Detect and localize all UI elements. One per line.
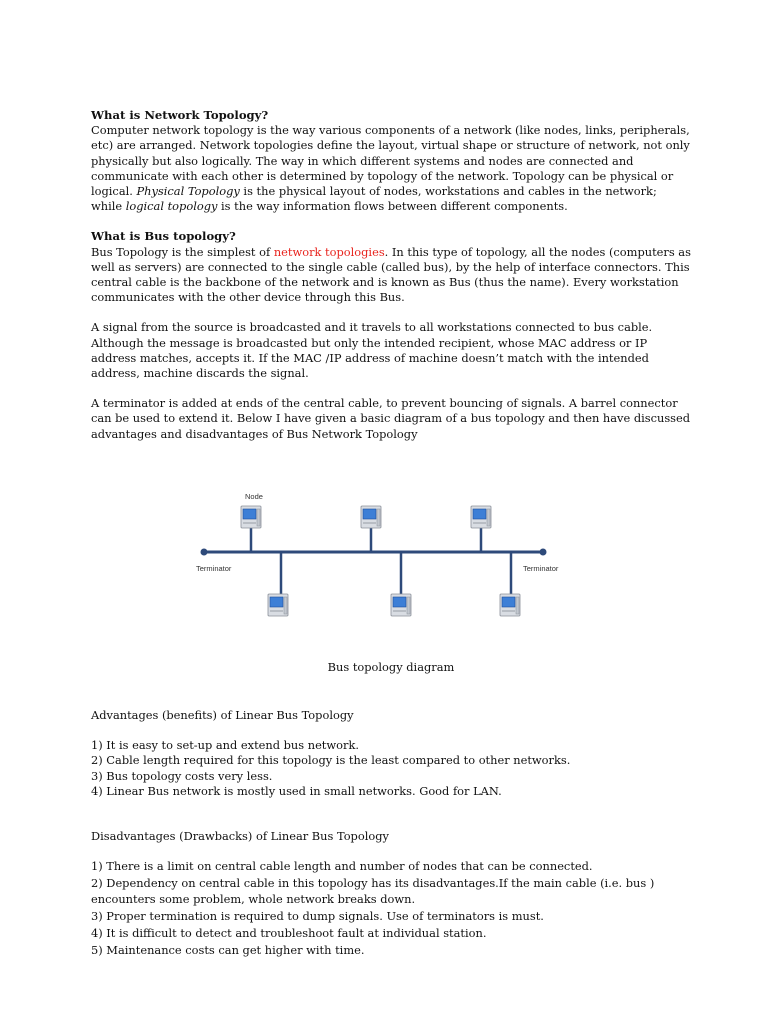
disadvantage-item: 3) Proper termination is required to dump signals. Use of terminators is must. (91, 908, 544, 923)
para-text-a: Computer network topology is the way various components of a network (like nodes, links, peripherals, etc) are arranged. Network topologies define the layout, virtual shape or structure of network, not only physically but also logically. The way in which different systems and nodes are connected and communicate with each other is determined by topology of the network. Topology can be physical or logical. (91, 123, 690, 199)
terminator-right-icon (540, 548, 547, 555)
advantages-heading: Advantages (benefits) of Linear Bus Topology (91, 708, 354, 723)
terminator-right-label: Terminator (523, 563, 559, 573)
logical-topology-term: logical topology (125, 199, 218, 214)
advantage-item: 4) Linear Bus network is mostly used in small networks. Good for LAN. (91, 783, 502, 798)
para-text-b: is the physical layout of nodes, workstations and cables in the network; while (91, 184, 657, 214)
signal-paragraph: A signal from the source is broadcasted and it travels to all workstations connected to bus cable. Although the message is broadcasted but only the intended recipient, whose MAC address or IP address matches, accepts it. If the MAC /IP address of machine doesn’t match with the intended address, machine discards the signal. (91, 320, 653, 381)
terminator-paragraph: A terminator is added at ends of the central cable, to prevent bouncing of signals. A barrel connector can be used to extend it. Below I have given a basic diagram of a bus topology and then have discussed advantages and disadvantages of Bus Network Topology (91, 396, 691, 441)
disadvantage-item: 4) It is difficult to detect and troubleshoot fault at individual station. (91, 926, 487, 941)
node-label: Node (245, 491, 263, 501)
para-text-c: is the way information flows between different components. (217, 199, 568, 214)
advantage-item: 1) It is easy to set-up and extend bus network. (91, 738, 359, 753)
advantage-item: 2) Cable length required for this topology is the least compared to other networks. (91, 753, 571, 768)
disadvantage-item: 2) Dependency on central cable in this topology has its disadvantages.If the main cable (i.e. bus ) encounters some problem, whole network breaks down. (91, 876, 655, 906)
advantage-item: 3) Bus topology costs very less. (91, 768, 273, 783)
terminator-left-label: Terminator (196, 563, 232, 573)
network-topology-paragraph (91, 123, 691, 214)
diagram-caption: Bus topology diagram (327, 659, 455, 674)
bus-topology-intro (91, 245, 691, 306)
intro-text-b: . In this type of topology, all the nodes (computers as well as servers) are connected to the single cable (called bus), by the help of interface connectors. This central cable is the backbone of the network and is known as Bus (thus the name). Every workstation communicates with the other device through this Bus. (91, 244, 691, 305)
disadvantages-heading: Disadvantages (Drawbacks) of Linear Bus Topology (91, 829, 389, 844)
bus-diagram-svg (91, 472, 691, 652)
computer-node-icon (241, 506, 261, 528)
physical-topology-term: Physical Topology (136, 184, 240, 199)
bus-topology-diagram (91, 472, 691, 652)
network-topologies-link[interactable]: network topologies (273, 244, 385, 259)
document-page (91, 108, 691, 959)
intro-text-a: Bus Topology is the simplest of (91, 244, 274, 259)
computer-node-icon (361, 506, 381, 528)
disadvantage-item: 1) There is a limit on central cable length and number of nodes that can be connected. (91, 859, 593, 874)
computer-node-icon (471, 506, 491, 528)
computer-node-icon (391, 594, 411, 616)
computer-node-icon (500, 594, 520, 616)
terminator-left-icon (201, 548, 208, 555)
advantages-list (91, 738, 691, 799)
network-topology-heading: What is Network Topology? (91, 108, 269, 122)
disadvantages-list (91, 859, 691, 958)
bus-topology-heading: What is Bus topology? (91, 229, 236, 244)
computer-node-icon (268, 594, 288, 616)
disadvantage-item: 5) Maintenance costs can get higher with time. (91, 943, 365, 958)
